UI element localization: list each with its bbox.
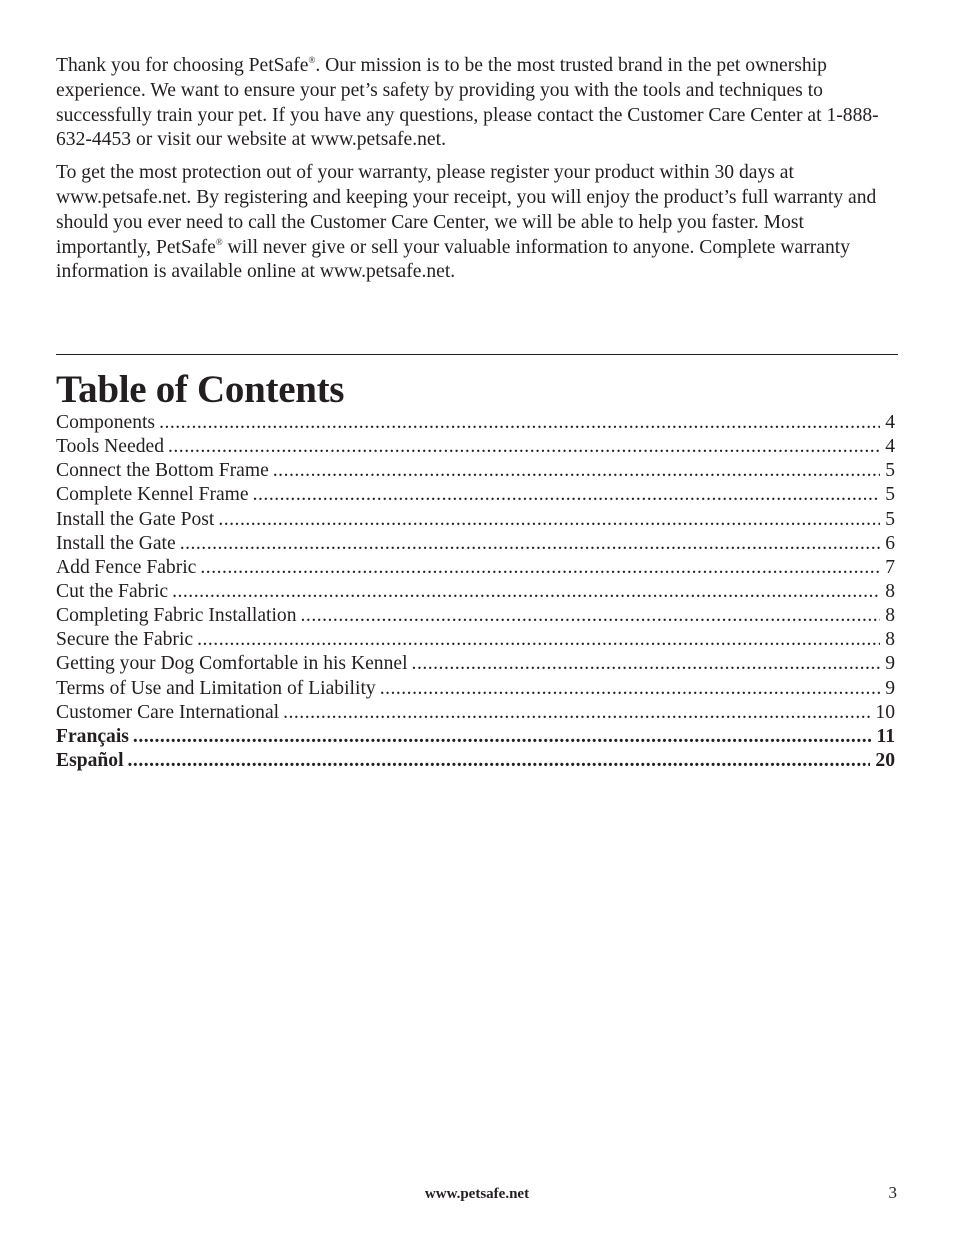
toc-entry-page: 9: [885, 677, 895, 699]
toc-entry[interactable]: [56, 459, 895, 483]
toc-entry-page: 5: [885, 484, 895, 506]
toc-entry-page: 4: [885, 412, 895, 433]
toc-dot-leader: [253, 483, 881, 507]
registered-mark: ®: [215, 236, 223, 247]
toc-entry-label: Getting your Dog Comfortable in his Kennel: [56, 653, 408, 675]
toc-entry-page: 20: [875, 749, 895, 771]
section-divider: [56, 354, 898, 355]
toc-entry[interactable]: [56, 556, 895, 580]
toc-dot-leader: [159, 411, 880, 435]
toc-title: Table of Contents: [56, 368, 345, 411]
toc-entry-page: 4: [885, 436, 895, 458]
toc-dot-leader: [172, 580, 880, 604]
toc-entry-label: Cut the Fabric: [56, 580, 169, 602]
intro-p2-text-b: will never give or sell your valuable information to anyone. Complete warranty information is available online at www.petsafe.net.: [56, 236, 851, 283]
toc-entry-label: Español: [56, 749, 124, 771]
toc-entry[interactable]: [56, 701, 895, 725]
toc-entry[interactable]: [56, 483, 895, 507]
toc-dot-leader: [197, 628, 880, 652]
toc-entry[interactable]: [56, 628, 895, 652]
toc-list: [56, 411, 895, 773]
intro-p1-text-b: . Our mission is to be the most trusted brand in the pet ownership experience. We want to ensure your pet’s safety by providing you with the tools and techniques to successfully train your pet. If you have any questions, please contact the Customer Care Center at 1-888-632-4453 or visit our website at www.petsafe.net.: [56, 55, 879, 151]
toc-entry-label: Connect the Bottom Frame: [56, 460, 269, 482]
toc-dot-leader: [200, 556, 880, 580]
toc-entry-label: Customer Care International: [56, 701, 280, 723]
toc-entry-label: Français: [56, 725, 129, 747]
toc-dot-leader: [283, 701, 870, 725]
toc-entry-label: Add Fence Fabric: [56, 556, 197, 578]
toc-entry-page: 9: [885, 653, 895, 675]
toc-entry-label: Secure the Fabric: [56, 629, 194, 651]
toc-entry[interactable]: [56, 435, 895, 459]
toc-entry-page: 8: [885, 605, 895, 627]
toc-dot-leader: [273, 459, 880, 483]
toc-entry-page: 11: [876, 725, 895, 747]
toc-entry-page: 5: [885, 508, 895, 530]
footer-url: www.petsafe.net: [424, 1186, 530, 1202]
toc-entry[interactable]: [56, 749, 895, 773]
intro-text: [56, 54, 898, 293]
intro-p1-text-a: Thank you for choosing PetSafe: [56, 55, 309, 76]
toc-entry[interactable]: [56, 411, 895, 435]
toc-dot-leader: [218, 508, 880, 532]
toc-entry[interactable]: [56, 652, 895, 676]
toc-entry[interactable]: [56, 604, 895, 628]
toc-entry[interactable]: [56, 677, 895, 701]
toc-entry[interactable]: [56, 725, 895, 749]
toc-entry[interactable]: [56, 532, 895, 556]
intro-paragraph-1: [56, 54, 898, 153]
toc-entry-label: Terms of Use and Limitation of Liability: [56, 677, 376, 699]
toc-dot-leader: [133, 725, 872, 749]
toc-entry-page: 10: [875, 701, 895, 723]
toc-entry-label: Complete Kennel Frame: [56, 484, 249, 506]
toc-dot-leader: [128, 749, 871, 773]
toc-entry-label: Tools Needed: [56, 436, 164, 458]
toc-entry-page: 8: [885, 580, 895, 602]
toc-entry-page: 8: [885, 629, 895, 651]
toc-entry[interactable]: [56, 508, 895, 532]
footer-page-number: 3: [888, 1183, 897, 1202]
registered-mark: ®: [308, 55, 316, 65]
toc-entry[interactable]: [56, 580, 895, 604]
toc-entry-label: Completing Fabric Installation: [56, 605, 297, 627]
toc-dot-leader: [168, 435, 880, 459]
toc-dot-leader: [301, 604, 881, 628]
toc-dot-leader: [412, 652, 881, 676]
toc-dot-leader: [380, 677, 881, 701]
intro-paragraph-2: [56, 161, 898, 285]
toc-entry-page: 6: [885, 532, 895, 554]
toc-dot-leader: [180, 532, 881, 556]
toc-entry-page: 7: [885, 556, 895, 578]
toc-entry-page: 5: [885, 460, 895, 482]
toc-entry-label: Install the Gate Post: [56, 508, 215, 530]
toc-entry-label: Components: [56, 412, 156, 433]
toc-entry-label: Install the Gate: [56, 532, 176, 554]
intro-p2-text-a: To get the most protection out of your warranty, please register your product within 30 days at www.petsafe.net. By registering and keeping your receipt, you will enjoy the product’s full warranty and should you ever need to call the Customer Care Center, we will be able to help you faster. Most importantly, PetSafe: [56, 162, 877, 258]
